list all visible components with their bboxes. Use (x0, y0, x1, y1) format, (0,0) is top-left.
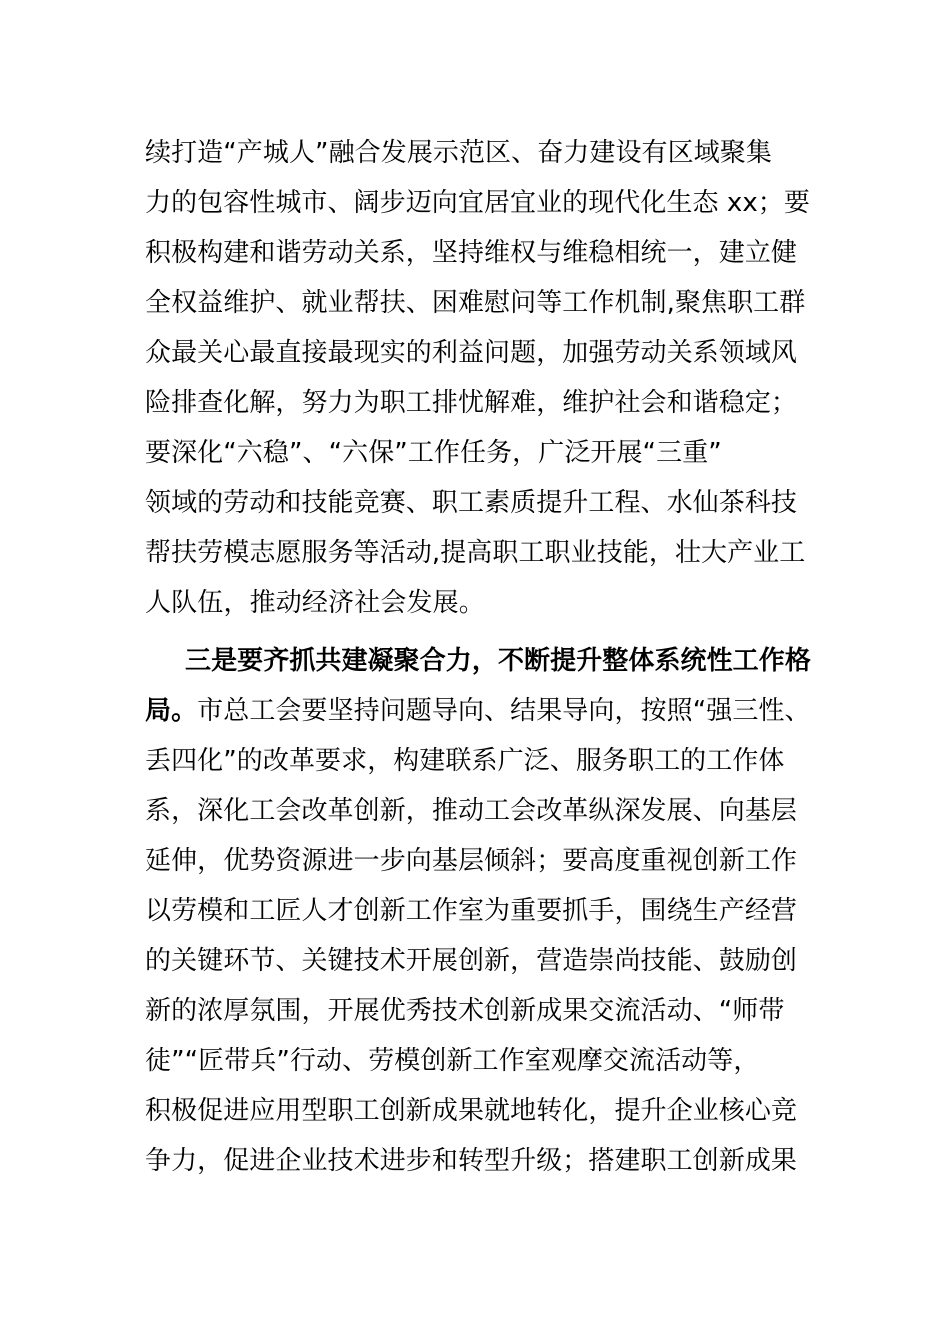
text-line: 徒”“匠带兵”行动、劳模创新工作室观摩交流活动等， (145, 1046, 760, 1076)
section-heading-end: 局。 (145, 696, 198, 726)
paragraph-2 (145, 636, 815, 1186)
text-line: 系，深化工会改革创新，推动工会改革纵深发展、向基层 (145, 796, 798, 826)
text-line: 要深化“六稳”、“六保”工作任务，广泛开展“三重” (145, 438, 722, 468)
text-line (145, 686, 815, 736)
text-line: 新的浓厚氛围，开展优秀技术创新成果交流活动、“师带 (145, 996, 785, 1026)
text-line: 全权益维护、就业帮扶、困难慰问等工作机制,聚焦职工群 (145, 288, 806, 318)
text-line: 延伸，优势资源进一步向基层倾斜；要高度重视创新工作 (145, 846, 798, 876)
text-line: 领域的劳动和技能竞赛、职工素质提升工程、水仙茶科技 (145, 488, 798, 518)
text-line: 积极构建和谐劳动关系，坚持维权与维稳相统一，建立健 (145, 238, 798, 268)
text-line: 力的包容性城市、阔步迈向宜居宜业的现代化生态 xx；要 (145, 188, 810, 218)
text-line-rest: 市总工会要坚持问题导向、结果导向，按照“强三性、 (197, 696, 811, 726)
text-line: 险排查化解，努力为职工排忧解难，维护社会和谐稳定； (145, 388, 798, 418)
text-line: 争力，促进企业技术进步和转型升级；搭建职工创新成果 (145, 1146, 798, 1176)
text-line: 积极促进应用型职工创新成果就地转化，提升企业核心竞 (145, 1096, 798, 1126)
section-heading: 三是要齐抓共建凝聚合力，不断提升整体系统性工作格 (185, 646, 811, 676)
text-line: 众最关心最直接最现实的利益问题，加强劳动关系领域风 (145, 338, 798, 368)
text-line: 丢四化”的改革要求，构建联系广泛、服务职工的工作体 (145, 746, 785, 776)
text-line: 的关键环节、关键技术开展创新，营造崇尚技能、鼓励创 (145, 946, 798, 976)
text-line: 以劳模和工匠人才创新工作室为重要抓手，围绕生产经营 (145, 896, 798, 926)
paragraph-gap (145, 628, 815, 636)
text-line: 帮扶劳模志愿服务等活动,提高职工职业技能，壮大产业工 (145, 538, 806, 568)
document-page (145, 128, 815, 1186)
text-line: 人队伍，推动经济社会发展。 (145, 588, 485, 618)
text-line: 续打造“产城人”融合发展示范区、奋力建设有区域聚集 (145, 138, 772, 168)
paragraph-1 (145, 128, 815, 628)
